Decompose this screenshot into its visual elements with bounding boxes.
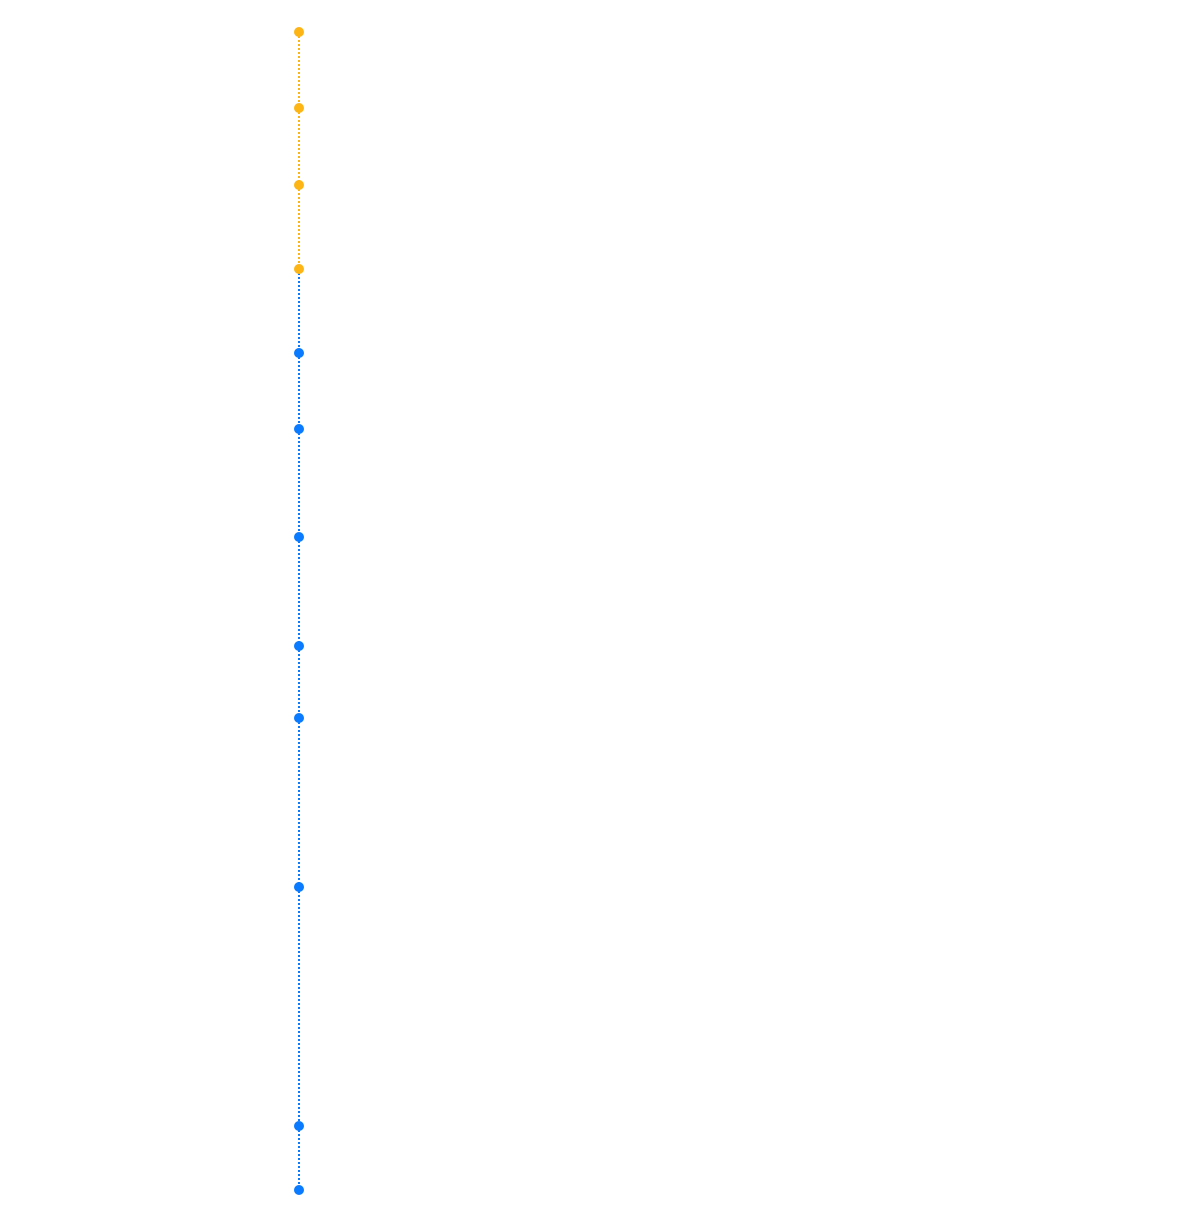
timeline-node	[294, 1121, 304, 1131]
timeline-node	[294, 1185, 304, 1195]
timeline-node	[294, 180, 304, 190]
timeline-node	[294, 641, 304, 651]
timeline-node	[294, 532, 304, 542]
timeline-node	[294, 882, 304, 892]
timeline-node	[294, 348, 304, 358]
timeline-node	[294, 103, 304, 113]
timeline-node	[294, 424, 304, 434]
timeline-node	[294, 264, 304, 274]
timeline-node	[294, 27, 304, 37]
timeline-node	[294, 713, 304, 723]
